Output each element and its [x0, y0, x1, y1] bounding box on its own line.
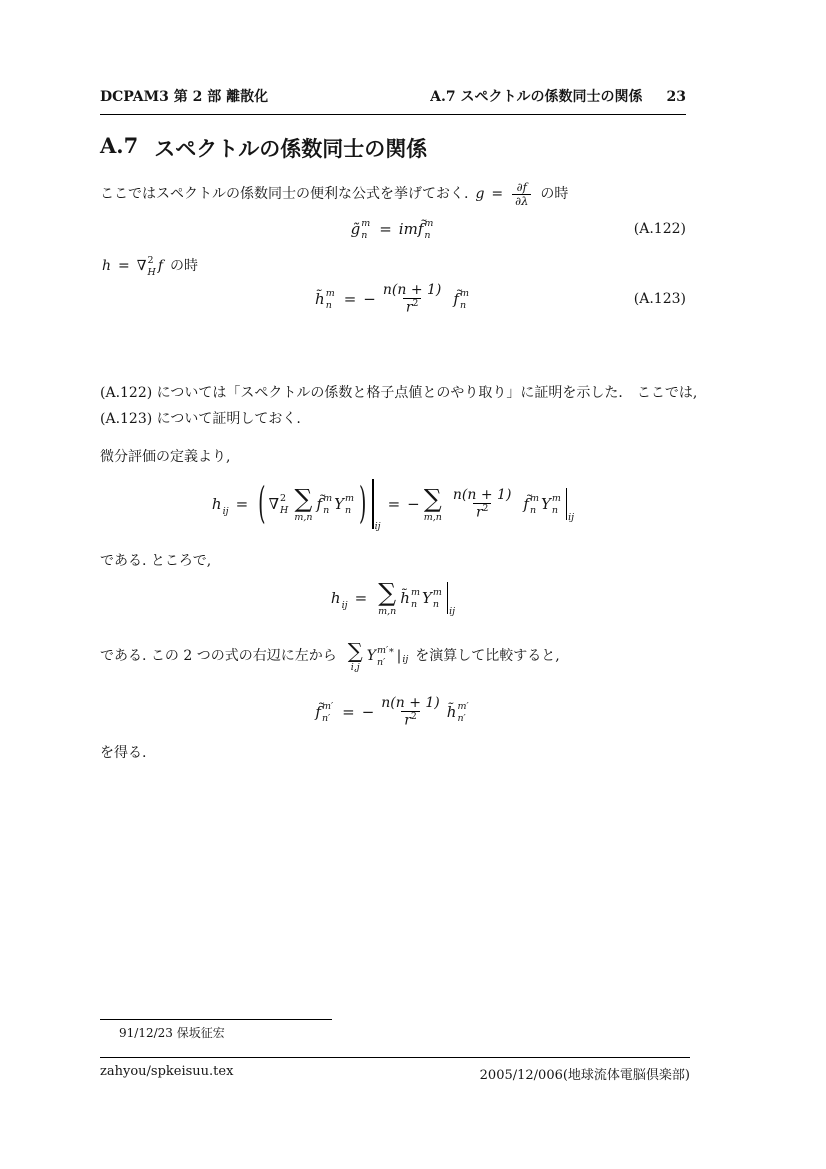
inline-math-operator — [344, 638, 409, 673]
equals-sign: = — [354, 589, 368, 607]
paragraph-line: (A.123) について証明しておく. — [100, 411, 301, 427]
section-heading — [100, 133, 686, 163]
script-stack — [460, 289, 469, 310]
sum-limits: m,n — [378, 605, 397, 617]
subscript-H: H — [147, 266, 156, 278]
subscript-n: n — [459, 299, 467, 311]
superscript-m-prime-star: m′∗ — [376, 644, 395, 656]
equals-sign: = — [118, 258, 130, 274]
fraction-denominator: ∂λ — [512, 194, 531, 208]
subscript-ij: ij — [568, 512, 575, 523]
paragraph-text: である. この 2 つの式の右辺に左から — [100, 648, 337, 664]
math-term-g-tilde — [351, 219, 373, 240]
fraction-denominator — [401, 711, 419, 729]
math-symbol-f-tilde: f̃ — [453, 290, 459, 308]
math-symbol-Y: Y — [421, 589, 432, 607]
equation-hij-expansion — [100, 470, 686, 538]
superscript-m: m — [325, 287, 335, 299]
header-right-group — [430, 86, 686, 106]
script-stack — [411, 588, 420, 609]
math-symbol-r: r — [405, 299, 413, 316]
math-fraction — [512, 181, 531, 207]
math-symbol-im: im — [398, 220, 418, 238]
equals-sign: = — [235, 495, 249, 513]
script-stack — [326, 289, 335, 310]
inline-math-g-definition — [475, 181, 533, 207]
subscript-ij: ij — [341, 600, 348, 611]
equation-a122 — [100, 212, 686, 246]
right-paren: ) — [359, 479, 367, 529]
equation-hij-spectral — [100, 574, 686, 622]
superscript-m: m — [459, 287, 469, 299]
nabla-symbol: ∇ — [268, 495, 280, 513]
superscript-2: 2 — [482, 504, 489, 515]
superscript-m: m — [432, 586, 442, 598]
equals-sign: = — [343, 290, 357, 308]
header-page-number: 23 — [666, 89, 686, 105]
script-stack — [345, 494, 354, 515]
subscript-n: n — [529, 504, 537, 516]
fraction-denominator — [403, 298, 421, 316]
math-term-f-tilde — [418, 219, 436, 240]
subscript-n: n — [344, 504, 352, 516]
vertical-bar — [372, 479, 373, 529]
script-stack — [377, 646, 395, 667]
superscript-m: m — [424, 217, 434, 229]
math-symbol-g: g — [475, 186, 485, 202]
math-symbol-h-tilde: h̃ — [446, 703, 457, 721]
nabla-symbol: ∇ — [136, 258, 147, 274]
page-footer — [100, 1064, 690, 1083]
paragraph-conclusion: を得る. — [100, 745, 147, 761]
footer-publisher: 2005/12/006(地球流体電脳倶楽部) — [479, 1068, 690, 1083]
math-symbol-f: f — [157, 258, 164, 274]
equation-body — [315, 695, 470, 729]
paragraph-definition: 微分評価の定義より, — [100, 449, 231, 465]
math-term-h-tilde — [400, 588, 422, 609]
script-stack — [530, 494, 539, 515]
script-stack — [361, 219, 370, 240]
math-term-laplacian — [269, 494, 291, 515]
math-term-Y — [334, 494, 356, 515]
script-stack — [433, 588, 442, 609]
math-term-h-tilde — [315, 289, 337, 310]
math-fraction — [380, 282, 445, 316]
sigma-symbol: ∑ — [347, 638, 363, 663]
equation-body — [351, 219, 436, 240]
subscript-n: n — [325, 299, 332, 311]
footnote-text: 91/12/23 保坂征宏 — [119, 1026, 225, 1040]
script-stack — [457, 702, 468, 723]
page-header — [100, 86, 686, 115]
superscript-m: m — [361, 217, 371, 229]
fraction-numerator: ∂f — [516, 179, 527, 194]
sum-operator — [294, 483, 313, 523]
math-symbol-f-tilde: f̃ — [523, 495, 529, 513]
equation-result — [100, 688, 686, 736]
superscript-2: 2 — [411, 712, 417, 723]
evaluation-bar-inline — [397, 643, 409, 669]
header-left-title: DCPAM3 第 2 部 離散化 — [100, 89, 269, 105]
superscript-2: 2 — [280, 492, 287, 504]
math-fraction — [378, 695, 443, 729]
superscript-m-prime: m′ — [457, 700, 469, 712]
math-symbol-h-tilde: h̃ — [315, 290, 325, 308]
sigma-symbol: ∑ — [378, 577, 397, 607]
subscript-n: n — [323, 504, 330, 516]
left-paren: ( — [258, 479, 266, 529]
minus-sign: − — [363, 290, 376, 308]
math-term-Y-conjugate — [367, 643, 397, 669]
equals-sign: = — [379, 220, 392, 238]
footer-rule — [100, 1057, 690, 1058]
fraction-numerator: n(n + 1) — [381, 695, 440, 712]
subscript-ij: ij — [402, 654, 409, 665]
subscript-n-prime: n′ — [376, 656, 386, 668]
subscript-n-prime: n′ — [321, 712, 331, 724]
subscript-ij: ij — [222, 506, 229, 517]
superscript-m: m — [410, 586, 420, 598]
evaluation-bar — [372, 479, 381, 532]
script-stack — [552, 494, 561, 515]
equals-sign: = — [491, 186, 504, 202]
fraction-numerator: n(n + 1) — [382, 282, 442, 299]
paragraph-text: ここではスペクトルの係数同士の便利な公式を挙げておく. — [100, 186, 469, 202]
paragraph-transition: である. ところで, — [100, 553, 212, 569]
paragraph-intro — [100, 178, 686, 210]
sum-operator — [378, 577, 397, 617]
superscript-2: 2 — [147, 254, 154, 266]
superscript-m: m — [551, 492, 561, 504]
equation-body — [330, 577, 456, 617]
subscript-n: n — [432, 598, 440, 610]
math-symbol-r: r — [475, 504, 483, 521]
paragraph-line: (A.122) については「スペクトルの係数と格子点値とのやり取り」に証明を示した． ここでは, — [100, 385, 698, 401]
section-title: スペクトルの係数同士の関係 — [154, 136, 428, 161]
math-symbol-r: r — [404, 712, 411, 729]
script-stack — [280, 494, 288, 515]
math-symbol-Y: Y — [366, 648, 376, 664]
header-section-title: A.7 スペクトルの係数同士の関係 — [430, 89, 643, 105]
math-term-Y — [541, 494, 563, 515]
vertical-bar: | — [396, 648, 402, 664]
superscript-2: 2 — [412, 299, 419, 310]
subscript-ij: ij — [374, 521, 381, 532]
section-number: A.7 — [100, 133, 139, 158]
sum-limits: m,n — [294, 511, 313, 523]
equation-body — [315, 282, 471, 316]
equals-sign: = — [342, 703, 355, 721]
math-term-hij — [330, 589, 348, 611]
sum-limits: m,n — [423, 511, 442, 523]
math-symbol-h: h — [102, 258, 112, 274]
sum-operator — [423, 483, 442, 523]
superscript-m: m — [323, 492, 333, 504]
equals-sign: = — [387, 495, 401, 513]
paragraph-compare — [100, 630, 686, 682]
math-symbol-Y: Y — [334, 495, 344, 513]
math-term-f-tilde — [453, 289, 471, 310]
math-term-f-tilde — [523, 494, 541, 515]
script-stack — [323, 494, 332, 515]
evaluation-bar — [566, 488, 575, 523]
minus-sign: − — [407, 495, 420, 513]
sum-limits: i,j — [350, 661, 360, 673]
sigma-symbol: ∑ — [423, 483, 442, 513]
paragraph-text: を演算して比較すると, — [415, 648, 560, 664]
fraction-denominator — [473, 503, 491, 521]
math-symbol-h: h — [330, 589, 341, 607]
math-symbol-Y: Y — [540, 495, 551, 513]
script-stack — [424, 219, 433, 240]
math-term-h-tilde-prime — [447, 702, 471, 723]
math-symbol-f-tilde: f̃ — [315, 703, 321, 721]
subscript-n: n — [424, 229, 431, 241]
sigma-symbol: ∑ — [294, 483, 313, 513]
vertical-bar — [447, 582, 448, 614]
math-term-f-tilde-prime — [315, 702, 335, 723]
evaluation-bar — [447, 582, 456, 617]
paragraph-text: の時 — [170, 258, 199, 274]
math-term-f-tilde — [317, 494, 335, 515]
subscript-ij: ij — [449, 606, 456, 617]
math-symbol-h-tilde: h̃ — [400, 589, 410, 607]
equation-label-a122: (A.122) — [633, 221, 686, 237]
math-symbol-g-tilde: g̃ — [350, 220, 361, 238]
subscript-n: n — [410, 598, 418, 610]
subscript-n: n — [361, 229, 368, 241]
subscript-n: n — [551, 504, 559, 516]
math-symbol-h: h — [211, 495, 222, 513]
math-term-Y — [422, 588, 444, 609]
equation-a123 — [100, 276, 686, 322]
paragraph-text: の時 — [540, 186, 569, 202]
math-term-hij — [211, 495, 229, 517]
equation-label-a123: (A.123) — [633, 291, 686, 307]
fraction-numerator: n(n + 1) — [452, 487, 512, 504]
superscript-m: m — [344, 492, 354, 504]
footer-filename: zahyou/spkeisuu.tex — [100, 1064, 234, 1079]
script-stack — [148, 256, 156, 277]
subscript-H: H — [280, 504, 289, 516]
vertical-bar — [566, 488, 567, 520]
superscript-m: m — [529, 492, 539, 504]
equation-body — [211, 479, 575, 532]
sum-operator — [347, 638, 363, 673]
script-stack — [322, 702, 333, 723]
minus-sign: − — [361, 703, 375, 721]
math-symbol-f-tilde: f̃ — [316, 495, 323, 513]
math-fraction — [450, 487, 515, 521]
subscript-n-prime: n′ — [457, 712, 466, 724]
math-symbol-f-tilde: f̃ — [417, 220, 424, 238]
paragraph-proof-intro — [100, 380, 698, 432]
footnote-rule — [100, 1019, 332, 1020]
superscript-m-prime: m′ — [321, 700, 334, 712]
